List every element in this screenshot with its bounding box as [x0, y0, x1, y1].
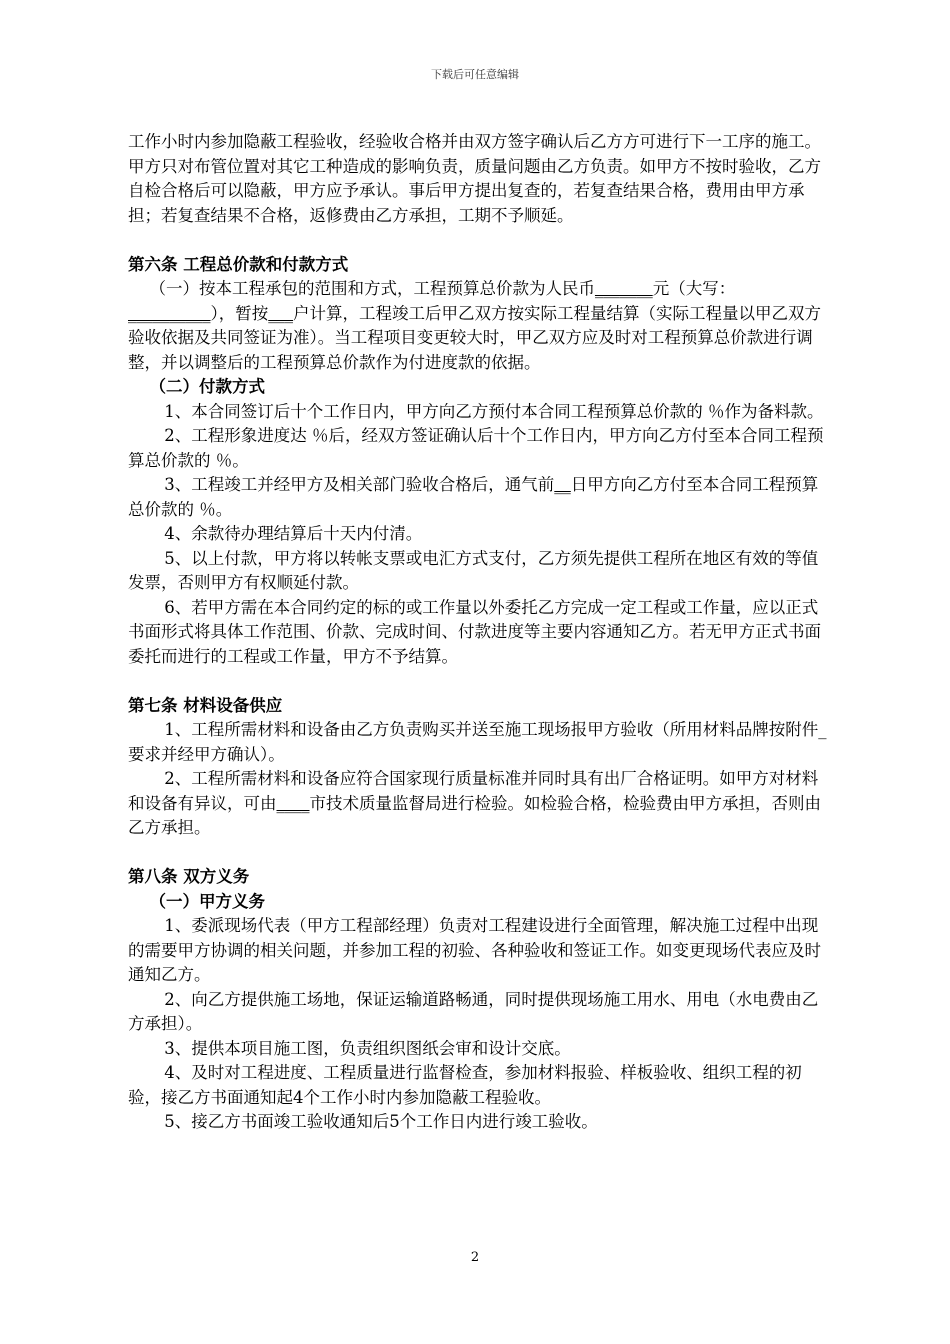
article-8-item-2: 2、向乙方提供施工场地，保证运输道路畅通，同时提供现场施工用水、用电（水电费由乙方承担）。: [128, 989, 819, 1033]
item-text: 日甲方向乙方付至本合同工程预算总价款的 ％。: [128, 475, 819, 519]
item-text: 市技术质量监督局进行检验。如检验合格，检验费由甲方承担，否则由乙方承担。: [128, 793, 821, 837]
clause-text: 户计算，工程竣工后甲乙双方按实际工程量结算（实际工程量以甲乙双方验收依据及共同签证为准）。当工程项目变更较大时，甲乙双方应及时对工程预算总价款进行调整，并以调整后的工程预算总价款作为付进度款的依据。: [128, 303, 821, 372]
item-text: 3、工程竣工并经甲方及相关部门验收合格后，通气前: [164, 475, 555, 494]
article-6-item-6: 6、若甲方需在本合同约定的标的或工作量以外委托乙方完成一定工程或工作量，应以正式书面形式将具体工作范围、价款、完成时间、付款进度等主要内容通知乙方。若无甲方正式书面委托而进行的工程或工作量，甲方不予结算。: [128, 597, 821, 666]
article-6-item-4: 4、余款待办理结算后十天内付清。: [164, 524, 423, 543]
article-8-sub-1: （一）甲方义务: [149, 891, 265, 911]
article-8-item-3: 3、提供本项目施工图，负责组织图纸会审和设计交底。: [164, 1038, 571, 1058]
days-blank: __: [554, 475, 571, 494]
article-8-item-4: 4、及时对工程进度、工程质量进行监督检查，参加材料报验、样板验收、组织工程的初验，接乙方书面通知起4个工作小时内参加隐蔽工程验收。: [128, 1063, 802, 1107]
article-8-item-5: 5、接乙方书面竣工验收通知后5个工作日内进行竣工验收。: [164, 1112, 598, 1131]
article-6-item-1: 1、本合同签订后十个工作日内，甲方向乙方预付本合同工程预算总价款的 ％作为备料款。: [164, 401, 824, 421]
page-header: 下载后可任意编辑: [431, 68, 519, 81]
article-8-title: 第八条 双方义务: [128, 867, 250, 886]
clause-text: 元（大写：: [652, 279, 736, 298]
article-6-item-5: 5、以上付款，甲方将以转帐支票或电汇方式支付，乙方须先提供工程所在地区有效的等值发票，否则甲方有权顺延付款。: [128, 548, 819, 592]
article-6-title: 第六条 工程总价款和付款方式: [128, 254, 349, 274]
article-8-item-1: 1、委派现场代表（甲方工程部经理）负责对工程建设进行全面管理，解决施工过程中出现的需要甲方协调的相关问题，并参加工程的初验、各种验收和签证工作。如变更现场代表应及时通知乙方。: [128, 916, 821, 984]
page-number: 2: [470, 1250, 480, 1265]
households-blank: ___: [268, 303, 293, 323]
item-text: 2、工程所需材料和设备应符合国家现行质量标准并同时具有出厂合格证明。如甲方对材料和设备有异议，可由: [128, 769, 819, 813]
article-6-sub-2: （二）付款方式: [149, 377, 265, 396]
article-6-clause-1: [128, 277, 828, 375]
amount-words-blank: __________: [128, 303, 211, 323]
article-7-item-2: [128, 767, 828, 841]
clause-text: ），暂按: [210, 303, 269, 323]
amount-blank: _______: [594, 279, 653, 298]
article-6-item-3: [128, 473, 828, 522]
city-blank: ____: [276, 793, 310, 813]
clause-text: （一）按本工程承包的范围和方式，工程预算总价款为人民币: [149, 279, 595, 298]
document-body: [128, 130, 828, 1135]
intro-paragraph: 工作小时内参加隐蔽工程验收，经验收合格并由双方签字确认后乙方方可进行下一工序的施工。甲方只对布管位置对其它工种造成的影响负责，质量问题由乙方负责。如甲方不按时验收，乙方自检合格后可以隐蔽，甲方应予承认。事后甲方提出复查的，若复查结果合格，费用由甲方承担；若复查结果不合格，返修费由乙方承担，工期不予顺延。: [128, 132, 821, 225]
article-7-item-1: 1、工程所需材料和设备由乙方负责购买并送至施工现场报甲方验收（所用材料品牌按附件_要求并经甲方确认）。: [128, 720, 827, 764]
article-7-title: 第七条 材料设备供应: [128, 695, 283, 715]
article-6-item-2: 2、工程形象进度达 ％后，经双方签证确认后十个工作日内，甲方向乙方付至本合同工程预算总价款的 ％。: [128, 426, 824, 470]
